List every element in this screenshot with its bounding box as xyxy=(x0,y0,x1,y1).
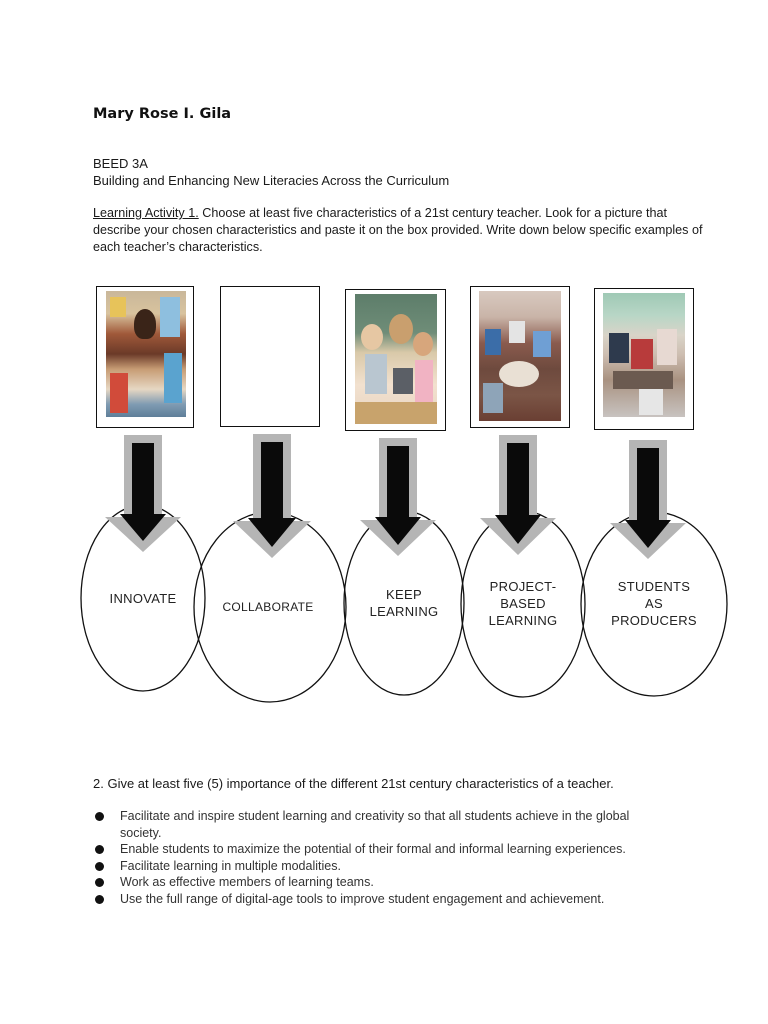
bullet-icon xyxy=(95,812,104,821)
list-item: Facilitate learning in multiple modalities. xyxy=(93,858,653,875)
activity-text: Choose at least five characteristics of a 21st century teacher. Look for a picture that describe your chosen characteristics and paste it on the box provided. Write down below specific examples of each teacher’s characteristics. xyxy=(93,206,703,254)
bullet-icon xyxy=(95,878,104,887)
characteristic-label-collaborate: COLLABORATE xyxy=(222,600,314,614)
down-arrow-icon xyxy=(610,440,686,559)
bullet-icon xyxy=(95,895,104,904)
importance-list xyxy=(93,808,653,908)
list-item: Use the full range of digital-age tools to improve student engagement and achievement. xyxy=(93,891,653,908)
bullet-icon xyxy=(95,845,104,854)
characteristic-label-students-as-producers: STUDENTS AS PRODUCERS xyxy=(611,579,697,628)
list-item: Work as effective members of learning teams. xyxy=(93,874,653,891)
list-item: Facilitate and inspire student learning and creativity so that all students achieve in the global society. xyxy=(93,808,653,841)
question-2: 2. Give at least five (5) importance of the different 21st century characteristics of a teacher. xyxy=(93,776,614,791)
activity-label: Learning Activity 1. xyxy=(93,206,199,220)
bullet-icon xyxy=(95,862,104,871)
course-title: Building and Enhancing New Literacies Across the Curriculum xyxy=(93,173,450,188)
author-name: Mary Rose I. Gila xyxy=(93,106,232,122)
characteristic-label-innovate: INNOVATE xyxy=(109,591,177,606)
down-arrow-icon xyxy=(105,435,181,552)
down-arrow-icon xyxy=(360,438,436,556)
course-code: BEED 3A xyxy=(93,156,148,171)
down-arrow-icon xyxy=(233,434,311,558)
characteristic-label-keep-learning: KEEP LEARNING xyxy=(369,587,439,619)
characteristic-label-project-based-learning: PROJECT- BASED LEARNING xyxy=(488,579,558,628)
down-arrow-icon xyxy=(480,435,556,555)
list-item: Enable students to maximize the potential of their formal and informal learning experiences. xyxy=(93,841,653,858)
